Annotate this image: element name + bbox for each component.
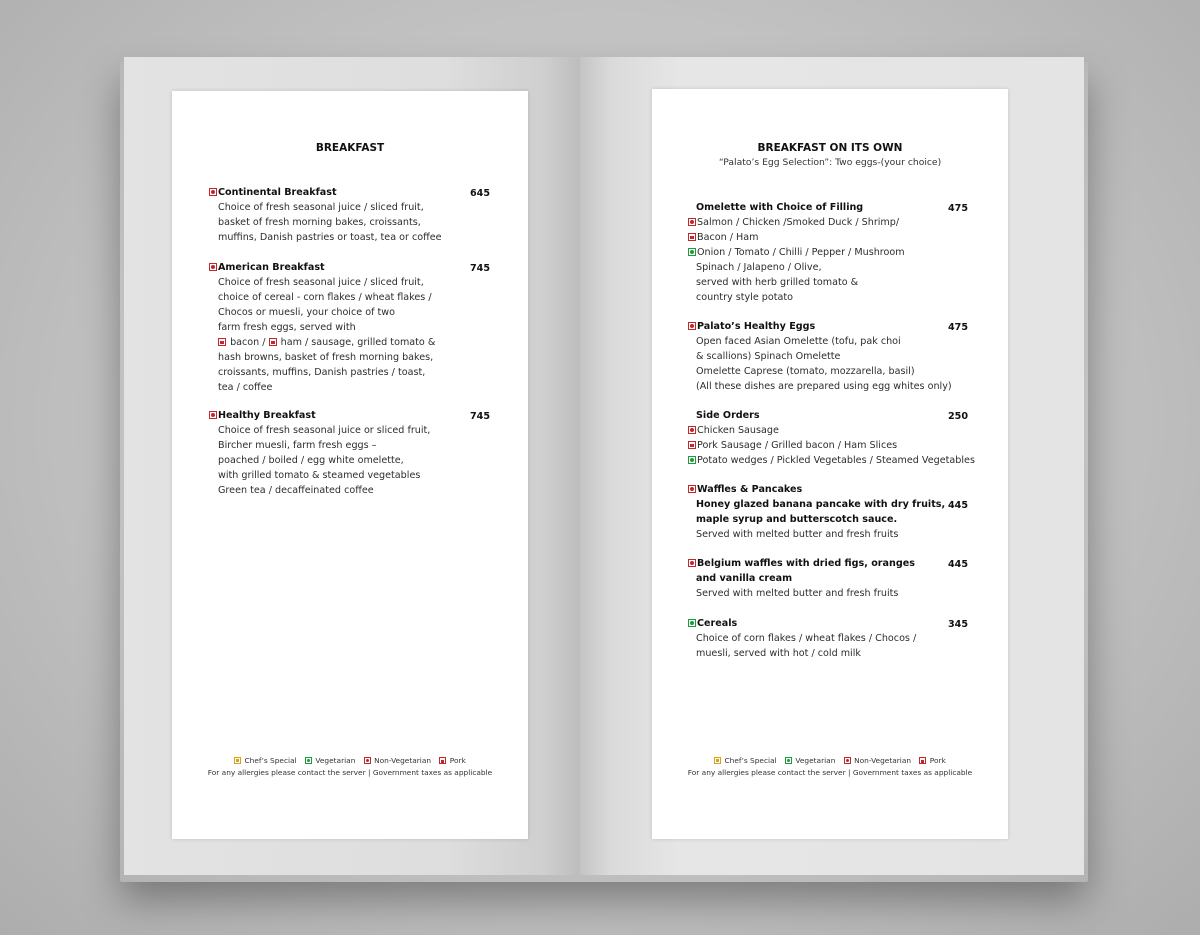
menu-item-name: Omelette with Choice of Filling — [696, 202, 864, 213]
pork-icon — [439, 757, 446, 764]
item-description: choice of cereal - corn flakes / wheat flakes / — [218, 292, 432, 303]
non-vegetarian-icon — [688, 426, 696, 434]
item-description: country style potato — [696, 292, 794, 303]
menu-item-name: Healthy Breakfast — [209, 409, 316, 424]
item-description: croissants, muffins, Danish pastries / toast, — [218, 367, 426, 378]
item-description: Choice of fresh seasonal juice / sliced fruit, — [218, 277, 424, 288]
menu-item-name: American Breakfast — [209, 261, 325, 276]
item-description: (All these dishes are prepared using egg whites only) — [696, 381, 952, 392]
pork-icon — [269, 338, 277, 346]
item-description: basket of fresh morning bakes, croissants, — [218, 217, 421, 228]
item-description: farm fresh eggs, served with — [218, 322, 356, 333]
allergy-note: For any allergies please contact the server | Government taxes as applicable — [207, 768, 493, 777]
item-description: Chicken Sausage — [688, 424, 779, 439]
menu-item-name: Side Orders — [696, 410, 760, 421]
item-description: Served with melted butter and fresh fruits — [696, 588, 899, 599]
menu-item-name: Palato’s Healthy Eggs — [688, 320, 815, 335]
menu-item-price: 475 — [948, 203, 969, 214]
pork-icon — [919, 757, 926, 764]
non-vegetarian-icon — [688, 218, 696, 226]
menu-item-price: 345 — [948, 619, 969, 630]
item-description: Bircher muesli, farm fresh eggs – — [218, 440, 377, 451]
menu-item-price: 445 — [948, 559, 969, 570]
non-vegetarian-icon — [688, 485, 696, 493]
menu-item-name: Waffles & Pancakes — [688, 483, 802, 498]
menu-item-name: Cereals — [688, 617, 737, 632]
page-subtitle: “Palato’s Egg Selection”: Two eggs-(your choice) — [718, 157, 942, 168]
pork-icon — [688, 233, 696, 241]
item-description: Potato wedges / Pickled Vegetables / Steamed Vegetables — [688, 454, 975, 469]
left-menu-page — [172, 91, 528, 839]
item-description: Salmon / Chicken /Smoked Duck / Shrimp/ — [688, 216, 899, 231]
page-title: BREAKFAST — [315, 142, 385, 154]
allergy-note: For any allergies please contact the server | Government taxes as applicable — [687, 768, 973, 777]
item-description: muesli, served with hot / cold milk — [696, 648, 861, 659]
item-description: poached / boiled / egg white omelette, — [218, 455, 404, 466]
chef-special-icon — [234, 757, 241, 764]
item-description: with grilled tomato & steamed vegetables — [218, 470, 421, 481]
menu-item-subname: Honey glazed banana pancake with dry fruits, — [696, 499, 946, 510]
item-description: Pork Sausage / Grilled bacon / Ham Slices — [688, 439, 897, 454]
menu-item-price: 745 — [470, 263, 491, 274]
vegetarian-icon — [785, 757, 792, 764]
non-vegetarian-icon — [209, 188, 217, 196]
dietary-legend: Chef’s Special Vegetarian Non-Vegetarian Pork — [652, 756, 1008, 765]
item-description: & scallions) Spinach Omelette — [696, 351, 841, 362]
dietary-legend: Chef’s Special Vegetarian Non-Vegetarian Pork — [172, 756, 528, 765]
item-description: Served with melted butter and fresh fruits — [696, 529, 899, 540]
item-description: Open faced Asian Omelette (tofu, pak choi — [696, 336, 901, 347]
item-description: Choice of fresh seasonal juice / sliced fruit, — [218, 202, 424, 213]
vegetarian-icon — [688, 619, 696, 627]
vegetarian-icon — [688, 248, 696, 256]
menu-item-price: 645 — [470, 188, 491, 199]
item-description: Spinach / Jalapeno / Olive, — [696, 262, 822, 273]
non-vegetarian-icon — [209, 263, 217, 271]
non-vegetarian-icon — [688, 322, 696, 330]
item-description: hash browns, basket of fresh morning bakes, — [218, 352, 434, 363]
vegetarian-icon — [688, 456, 696, 464]
non-vegetarian-icon — [688, 559, 696, 567]
item-description: bacon / ham / sausage, grilled tomato & — [218, 336, 435, 351]
right-menu-page — [652, 89, 1008, 839]
menu-item-name: Continental Breakfast — [209, 186, 337, 201]
non-vegetarian-icon — [844, 757, 851, 764]
menu-item-subname: maple syrup and butterscotch sauce. — [696, 514, 898, 525]
item-description: Omelette Caprese (tomato, mozzarella, basil) — [696, 366, 915, 377]
vegetarian-icon — [305, 757, 312, 764]
menu-item-price: 250 — [948, 411, 969, 422]
item-description: Choice of corn flakes / wheat flakes / Chocos / — [696, 633, 917, 644]
page-title: BREAKFAST ON ITS OWN — [757, 142, 903, 154]
non-vegetarian-icon — [364, 757, 371, 764]
pork-icon — [688, 441, 696, 449]
menu-item-name: and vanilla cream — [696, 573, 793, 584]
pork-icon — [218, 338, 226, 346]
menu-item-name: Belgium waffles with dried figs, oranges — [688, 557, 915, 572]
item-description: Onion / Tomato / Chilli / Pepper / Mushroom — [688, 246, 905, 261]
item-description: Green tea / decaffeinated coffee — [218, 485, 374, 496]
item-description: Choice of fresh seasonal juice or sliced fruit, — [218, 425, 431, 436]
non-vegetarian-icon — [209, 411, 217, 419]
item-description: muffins, Danish pastries or toast, tea or coffee — [218, 232, 442, 243]
menu-item-price: 445 — [948, 500, 969, 511]
chef-special-icon — [714, 757, 721, 764]
item-description: Chocos or muesli, your choice of two — [218, 307, 395, 318]
item-description: Bacon / Ham — [688, 231, 758, 246]
menu-item-price: 475 — [948, 322, 969, 333]
menu-item-price: 745 — [470, 411, 491, 422]
item-description: served with herb grilled tomato & — [696, 277, 859, 288]
item-description: tea / coffee — [218, 382, 273, 393]
